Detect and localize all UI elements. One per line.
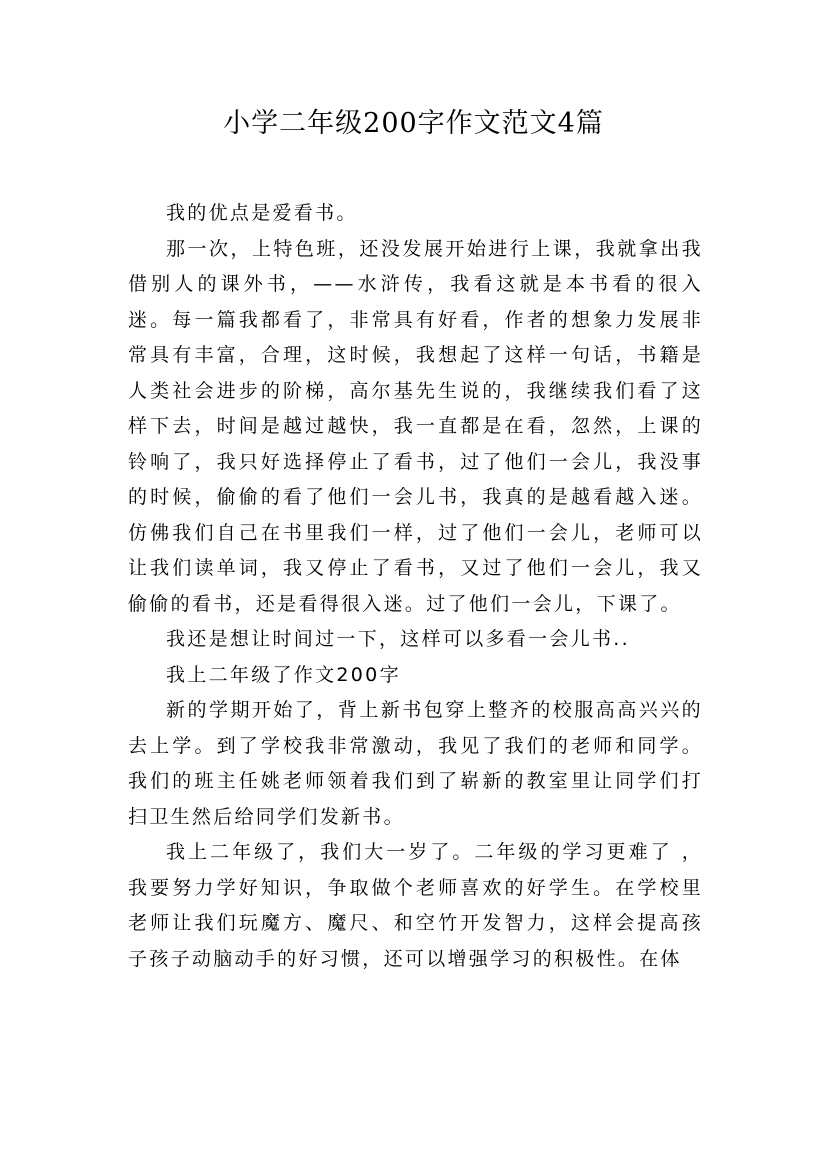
paragraph: 我的优点是爱看书。 <box>166 202 358 224</box>
paragraph: 我还是想让时间过一下，这样可以多看一会儿书.. <box>166 628 630 650</box>
paragraph: 我上二年级了，我们大一岁了。二年级的学习更难了 ，我要努力学好知识，争取做个老师喜欢的好学生。在学校里老师让我们玩魔方、魔尺、和空竹开发智力，这样会提高孩子孩子动脑动手的好习惯，还可以增强学习的积极性。在体 <box>128 841 703 970</box>
paragraph: 新的学期开始了，背上新书包穿上整齐的校服高高兴兴的去上学。到了学校我非常激动，我见了我们的老师和同学。我们的班主任姚老师领着我们到了崭新的教室里让同学们打扫卫生然后给同学们发新书。 <box>128 699 703 828</box>
paragraph: 我上二年级了作文200字 <box>166 663 401 686</box>
paragraph: 那一次，上特色班，还没发展开始进行上课，我就拿出我借别人的课外书，——水浒传，我看这就是本书看的很入迷。每一篇我都看了，非常具有好看，作者的想象力发展非常具有丰富，合理，这时候，我想起了这样一句话，书籍是人类社会进步的阶梯，高尔基先生说的，我继续我们看了这样下去，时间是越过越快，我一直都是在看，忽然，上课的铃响了，我只好选择停止了看书，过了他们一会儿，我没事的时候，偷偷的看了他们一会儿书，我真的是越看越入迷。仿佛我们自己在书里我们一样，过了他们一会儿，老师可以让我们读单词，我又停止了看书，又过了他们一会儿，我又偷偷的看书，还是看得很入迷。过了他们一会儿，下课了。 <box>128 237 703 615</box>
document-body <box>128 196 703 977</box>
document-title: 小学二年级200字作文范文4篇 <box>223 108 604 139</box>
